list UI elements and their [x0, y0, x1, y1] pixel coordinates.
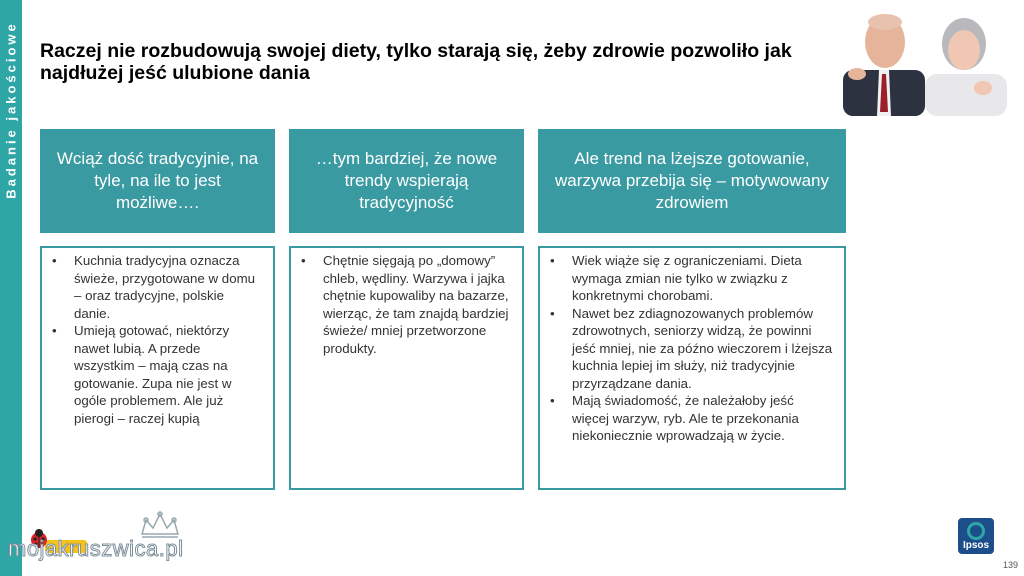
bullet-item: • Wiek wiąże się z ograniczeniami. Dieta wymaga zmian nie tylko w związku z konkretnymi chorobami. — [548, 252, 834, 305]
bullet-list-3 — [548, 252, 834, 445]
column-heading-3: Ale trend na lżejsze gotowanie, warzywa przebija się – motywowany zdrowiem — [538, 129, 846, 233]
bullet-item: • Chętnie sięgają po „domowy” chleb, wędliny. Warzywa i jajka chętnie kupowaliby na bazarze, wierząc, że tam znajdą bardziej świeże/ mniej przetworzone produkty. — [299, 252, 512, 357]
column-body-1 — [40, 246, 275, 490]
ipsos-logo-text: Ipsos — [962, 540, 990, 551]
sidebar-label: Badanie jakościowe — [3, 21, 19, 199]
column-heading-1: Wciąż dość tradycyjnie, na tyle, na ile to jest możliwe…. — [40, 129, 275, 233]
slide-title: Raczej nie rozbudowują swojej diety, tylko starają się, żeby zdrowie pozwoliło jak najdłużej jeść ulubione dania — [40, 40, 792, 84]
watermark-text: mojakruszwica.pl — [8, 536, 184, 561]
page-number: 139 — [1003, 560, 1019, 570]
column-heading-2: …tym bardziej, że nowe trendy wspierają tradycyjność — [289, 129, 524, 233]
bullet-item: • Umieją gotować, niektórzy nawet lubią. A przede wszystkim – mają czas na gotowanie. Zupa nie jest w ogóle problemem. Ale już pierogi – raczej kupią — [50, 322, 263, 427]
column-body-3 — [538, 246, 846, 490]
seniors-photo — [833, 8, 1009, 116]
bullet-list-1 — [50, 252, 263, 427]
ipsos-logo — [958, 518, 994, 554]
seniors-illustration — [833, 8, 1009, 116]
bullet-item: • Mają świadomość, że należałoby jeść więcej warzyw, ryb. Ale te przekonania niekoniecznie wprowadzają w życie. — [548, 392, 834, 445]
ipsos-arc-icon — [967, 522, 985, 540]
bullet-item: • Nawet bez zdiagnozowanych problemów zdrowotnych, seniorzy widzą, że powinni jeść mniej, nie za późno wieczorem i lżejsza kuchnia lepiej im służy, niż tradycyjnie przyrządzane dania. — [548, 305, 834, 393]
bullet-list-2 — [299, 252, 512, 357]
column-body-2 — [289, 246, 524, 490]
sidebar-strip — [0, 0, 22, 576]
bullet-item: • Kuchnia tradycyjna oznacza świeże, przygotowane w domu – oraz tradycyjne, polskie danie. — [50, 252, 263, 322]
